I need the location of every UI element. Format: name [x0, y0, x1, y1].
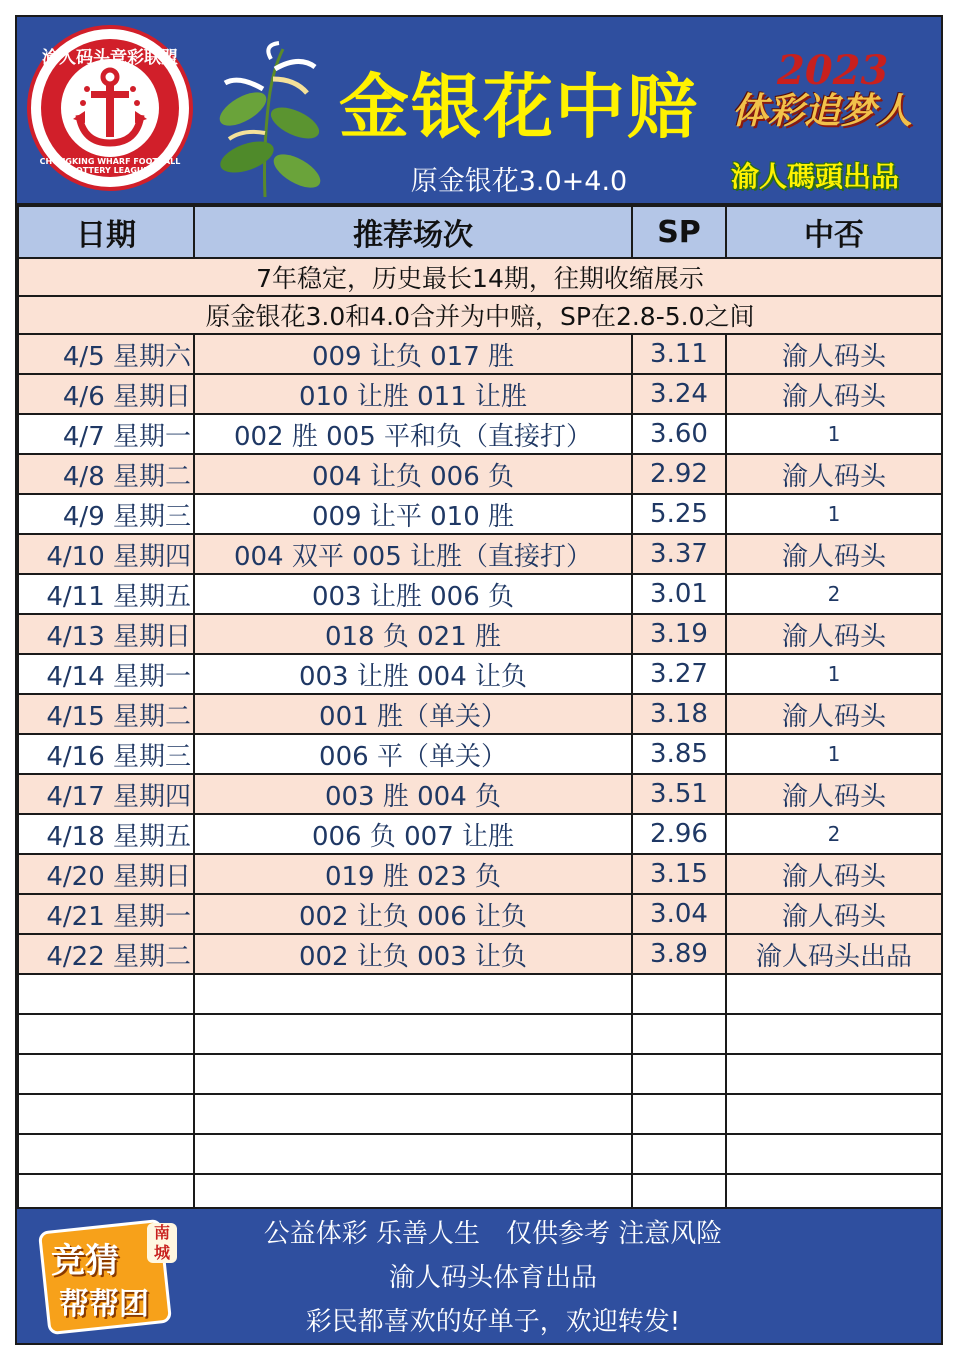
sp-cell: 3.11 — [632, 334, 726, 374]
result-cell: 渝人码头 — [726, 894, 942, 934]
match-cell: 001 胜（单关） — [194, 694, 632, 734]
logo-line2: 帮帮团 — [59, 1287, 149, 1322]
empty-cell — [632, 974, 726, 1014]
date-cell: 4/13 星期日 — [18, 614, 194, 654]
footer-line-disclaimer: 公益体彩 乐善人生 仅供参考 注意风险 — [263, 1219, 723, 1249]
empty-cell — [632, 1094, 726, 1134]
empty-cell — [194, 1134, 632, 1174]
empty-row — [18, 1134, 942, 1174]
date-cell: 4/6 星期日 — [18, 374, 194, 414]
slogan-text: 体彩追梦人 — [731, 90, 912, 132]
table-row — [18, 814, 942, 854]
sp-cell: 3.24 — [632, 374, 726, 414]
footer-line-producer: 渝人码头体育出品 — [388, 1263, 597, 1293]
date-cell: 4/10 星期四 — [18, 534, 194, 574]
empty-cell — [632, 1134, 726, 1174]
empty-cell — [726, 1094, 942, 1134]
table-row — [18, 694, 942, 734]
match-cell: 006 平（单关） — [194, 734, 632, 774]
date-cell: 4/5 星期六 — [18, 334, 194, 374]
result-cell: 1 — [726, 654, 942, 694]
logo-line1: 竞猜 — [51, 1241, 119, 1281]
match-cell: 004 双平 005 让胜（直接打） — [194, 534, 632, 574]
date-cell: 4/22 星期二 — [18, 934, 194, 974]
anchor-icon — [61, 59, 159, 157]
empty-cell — [18, 1094, 194, 1134]
column-header-result: 中否 — [726, 206, 942, 258]
result-cell: 渝人码头 — [726, 774, 942, 814]
empty-cell — [18, 1134, 194, 1174]
empty-cell — [18, 974, 194, 1014]
match-cell: 003 胜 004 负 — [194, 774, 632, 814]
sp-cell: 3.04 — [632, 894, 726, 934]
result-cell: 渝人码头出品 — [726, 934, 942, 974]
table-row — [18, 534, 942, 574]
table-row — [18, 734, 942, 774]
empty-cell — [18, 1054, 194, 1094]
empty-cell — [726, 974, 942, 1014]
table-row — [18, 854, 942, 894]
table-row — [18, 374, 942, 414]
empty-cell — [194, 1014, 632, 1054]
sp-cell: 3.37 — [632, 534, 726, 574]
table-header-row — [18, 206, 942, 258]
date-cell: 4/14 星期一 — [18, 654, 194, 694]
column-header-match: 推荐场次 — [194, 206, 632, 258]
logo-subtext: CHUNGKING WHARF FOOTBALL LOTTERY LEAGUE — [39, 157, 181, 175]
table-row — [18, 614, 942, 654]
result-cell: 1 — [726, 494, 942, 534]
match-cell: 009 让负 017 胜 — [194, 334, 632, 374]
result-cell: 2 — [726, 814, 942, 854]
table-row — [18, 454, 942, 494]
sp-cell: 3.60 — [632, 414, 726, 454]
header-banner — [17, 17, 941, 205]
empty-cell — [726, 1054, 942, 1094]
empty-cell — [632, 1054, 726, 1094]
table-row — [18, 334, 942, 374]
match-cell: 002 让负 003 让负 — [194, 934, 632, 974]
match-cell: 009 让平 010 胜 — [194, 494, 632, 534]
empty-cell — [726, 1134, 942, 1174]
date-cell: 4/18 星期五 — [18, 814, 194, 854]
footer-line-share: 彩民都喜欢的好单子，欢迎转发! — [305, 1307, 681, 1337]
logo-badge: 南城 — [147, 1223, 177, 1263]
sp-cell: 3.01 — [632, 574, 726, 614]
result-cell: 渝人码头 — [726, 694, 942, 734]
page-title: 金银花中赔 — [339, 66, 699, 148]
empty-cell — [194, 1094, 632, 1134]
date-cell: 4/15 星期二 — [18, 694, 194, 734]
result-cell: 渝人码头 — [726, 374, 942, 414]
table-row — [18, 894, 942, 934]
date-cell: 4/9 星期三 — [18, 494, 194, 534]
result-cell: 1 — [726, 414, 942, 454]
match-cell: 006 负 007 让胜 — [194, 814, 632, 854]
sp-cell: 2.96 — [632, 814, 726, 854]
result-cell: 渝人码头 — [726, 534, 942, 574]
footer-banner — [17, 1207, 941, 1343]
sp-cell: 3.89 — [632, 934, 726, 974]
sp-cell: 3.51 — [632, 774, 726, 814]
slogan-art — [717, 47, 927, 137]
column-header-date: 日期 — [18, 206, 194, 258]
note-text: 7年稳定，历史最长14期，往期收缩展示 — [18, 258, 942, 296]
match-cell: 018 负 021 胜 — [194, 614, 632, 654]
sheet — [15, 15, 943, 1345]
result-cell: 渝人码头 — [726, 334, 942, 374]
table-row — [18, 934, 942, 974]
column-header-sp: SP — [632, 206, 726, 258]
league-logo — [27, 25, 193, 191]
guess-team-logo — [29, 1219, 189, 1335]
empty-cell — [632, 1014, 726, 1054]
honeysuckle-flower-icon — [203, 39, 328, 199]
table-row — [18, 654, 942, 694]
empty-cell — [726, 1014, 942, 1054]
match-cell: 004 让负 006 负 — [194, 454, 632, 494]
match-cell: 003 让胜 006 负 — [194, 574, 632, 614]
empty-row — [18, 1014, 942, 1054]
table-row — [18, 574, 942, 614]
date-cell: 4/7 星期一 — [18, 414, 194, 454]
brand-label: 渝人碼頭出品 — [730, 160, 899, 193]
match-cell: 019 胜 023 负 — [194, 854, 632, 894]
result-cell: 2 — [726, 574, 942, 614]
match-cell: 002 让负 006 让负 — [194, 894, 632, 934]
result-cell: 渝人码头 — [726, 614, 942, 654]
sp-cell: 3.18 — [632, 694, 726, 734]
result-cell: 1 — [726, 734, 942, 774]
logo-text: 渝人码头竞彩联盟 — [42, 48, 178, 68]
table-body — [18, 258, 942, 1214]
match-cell: 003 让胜 004 让负 — [194, 654, 632, 694]
note-text: 原金银花3.0和4.0合并为中赔，SP在2.8-5.0之间 — [18, 296, 942, 334]
empty-row — [18, 1054, 942, 1094]
sp-cell: 5.25 — [632, 494, 726, 534]
slogan-year: 2023 — [777, 47, 889, 94]
match-cell: 010 让胜 011 让胜 — [194, 374, 632, 414]
sp-cell: 3.15 — [632, 854, 726, 894]
date-cell: 4/8 星期二 — [18, 454, 194, 494]
date-cell: 4/21 星期一 — [18, 894, 194, 934]
result-cell: 渝人码头 — [726, 854, 942, 894]
table-row — [18, 414, 942, 454]
date-cell: 4/17 星期四 — [18, 774, 194, 814]
empty-cell — [194, 974, 632, 1014]
sp-cell: 3.85 — [632, 734, 726, 774]
page-subtitle: 原金银花3.0+4.0 — [410, 166, 628, 197]
table-row — [18, 494, 942, 534]
picks-table — [17, 205, 943, 1215]
empty-row — [18, 1094, 942, 1134]
date-cell: 4/20 星期日 — [18, 854, 194, 894]
sp-cell: 2.92 — [632, 454, 726, 494]
empty-row — [18, 974, 942, 1014]
date-cell: 4/11 星期五 — [18, 574, 194, 614]
empty-cell — [194, 1054, 632, 1094]
note-row — [18, 296, 942, 334]
sp-cell: 3.27 — [632, 654, 726, 694]
date-cell: 4/16 星期三 — [18, 734, 194, 774]
table-row — [18, 774, 942, 814]
sp-cell: 3.19 — [632, 614, 726, 654]
result-cell: 渝人码头 — [726, 454, 942, 494]
match-cell: 002 胜 005 平和负（直接打） — [194, 414, 632, 454]
empty-cell — [18, 1014, 194, 1054]
note-row — [18, 258, 942, 296]
